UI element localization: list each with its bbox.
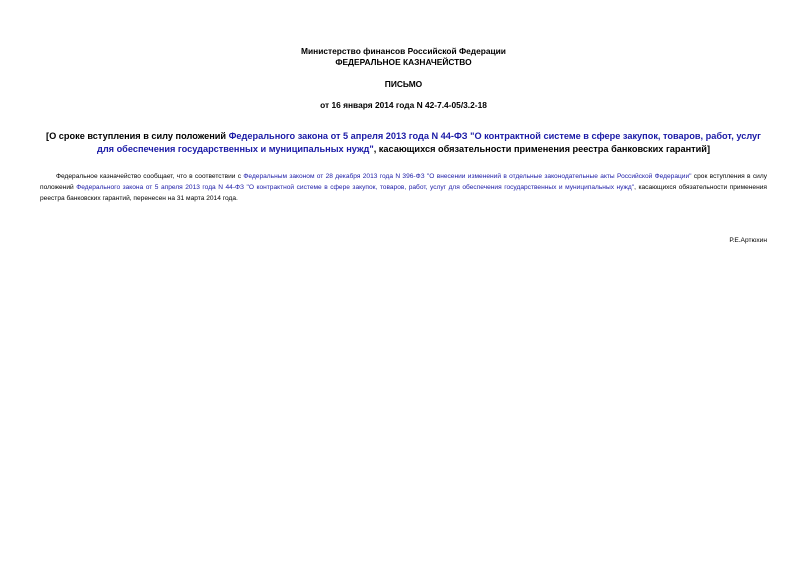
document-type: ПИСЬМО — [384, 79, 423, 89]
federal-law-396-link[interactable]: Федеральным законом от 28 декабря 2013 года N 396-ФЗ "О внесении изменений в отдельные законодательные акты Российской Федерации" — [243, 173, 692, 180]
title-prefix: [О сроке вступления в силу положений — [46, 131, 229, 141]
agency-name: ФЕДЕРАЛЬНОЕ КАЗНАЧЕЙСТВО — [335, 57, 472, 67]
document-header — [0, 46, 807, 68]
federal-law-44-link[interactable]: Федерального закона от 5 апреля 2013 года N 44-ФЗ "О контрактной системе в сфере закупок, товаров, работ, услуг для обеспечения государственных и муниципальных нужд" — [96, 131, 761, 154]
body-text-part1: Федеральное казначейство сообщает, что в соответствии с — [56, 173, 244, 180]
signature: Р.Е.Артюхин — [729, 237, 767, 244]
federal-law-44-body-link[interactable]: Федерального закона от 5 апреля 2013 года N 44-ФЗ "О контрактной системе в сфере закупок, товаров, работ, услуг для обеспечения государственных и муниципальных нужд" — [76, 184, 635, 191]
body-text-part3: , касающихся обязательности применения реестра банковских гарантий, перенесен на 31 марта 2014 года. — [40, 184, 767, 202]
ministry-name: Министерство финансов Российской Федерации — [301, 46, 506, 56]
letter-body — [40, 171, 767, 204]
body-text-part2: срок вступления в силу положений — [40, 173, 767, 191]
document-title — [40, 130, 767, 156]
title-suffix: , касающихся обязательности применения реестра банковских гарантий] — [373, 144, 711, 154]
document-date-number: от 16 января 2014 года N 42-7.4-05/3.2-18 — [320, 100, 487, 110]
